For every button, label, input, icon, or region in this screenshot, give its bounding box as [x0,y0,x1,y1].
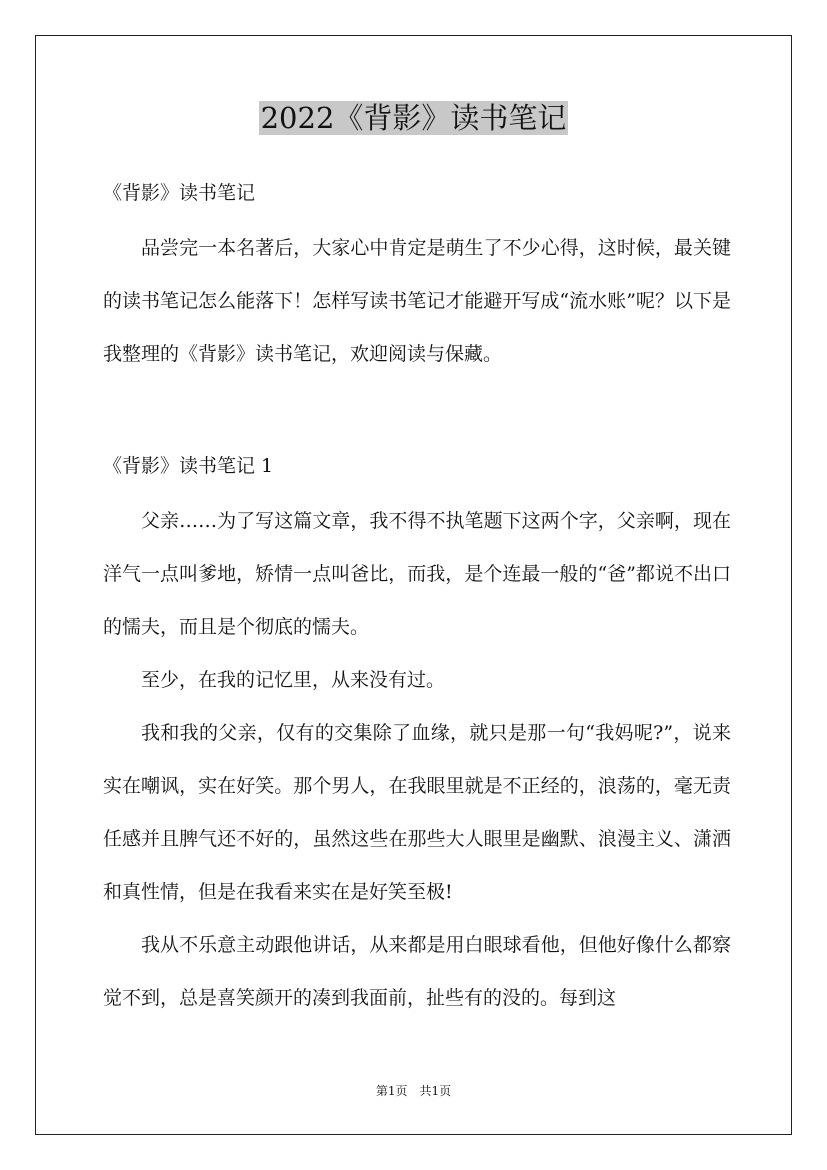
intro-paragraph: 品尝完一本名著后，大家心中肯定是萌生了不少心得，这时候，最关键的读书笔记怎么能落下！怎样写读书笔记才能避开写成“流水账”呢？以下是我整理的《背影》读书笔记，欢迎阅读与保藏。 [103,237,731,365]
body-paragraph: 至少，在我的记忆里，从来没有过。 [141,669,446,691]
section-1 [103,454,731,478]
page-number: 第1页 共1页 [375,1084,452,1098]
body-paragraph: 父亲……为了写这篇文章，我不得不执笔题下这两个字，父亲啊，现在洋气一点叫爹地，矫情一点叫爸比，而我，是个连最一般的“爸”都说不出口的懦夫，而且是个彻底的懦夫。 [103,510,731,638]
document-title-text: 2022《背影》读书笔记 [260,101,567,135]
page-footer [0,1082,827,1100]
section-1-body [103,495,731,1025]
body-paragraph: 我和我的父亲，仅有的交集除了血缘，就只是那一句“我妈呢?”，说来实在嘲讽，实在好笑。那个男人，在我眼里就是不正经的，浪荡的，毫无责任感并且脾气还不好的，虽然这些在那些大人眼里是幽默、浪漫主义、潇洒和真性情，但是在我看来实在是好笑至极! [103,722,731,903]
body-paragraph: 我从不乐意主动跟他讲话，从来都是用白眼球看他，但他好像什么都察觉不到，总是喜笑颜开的凑到我面前，扯些有的没的。每到这 [103,934,731,1009]
intro-heading: 《背影》读书笔记 [103,182,256,204]
intro-body [103,222,731,381]
intro-section [103,181,731,205]
document-title [0,96,827,140]
section-heading: 《背影》读书笔记 1 [103,455,274,477]
